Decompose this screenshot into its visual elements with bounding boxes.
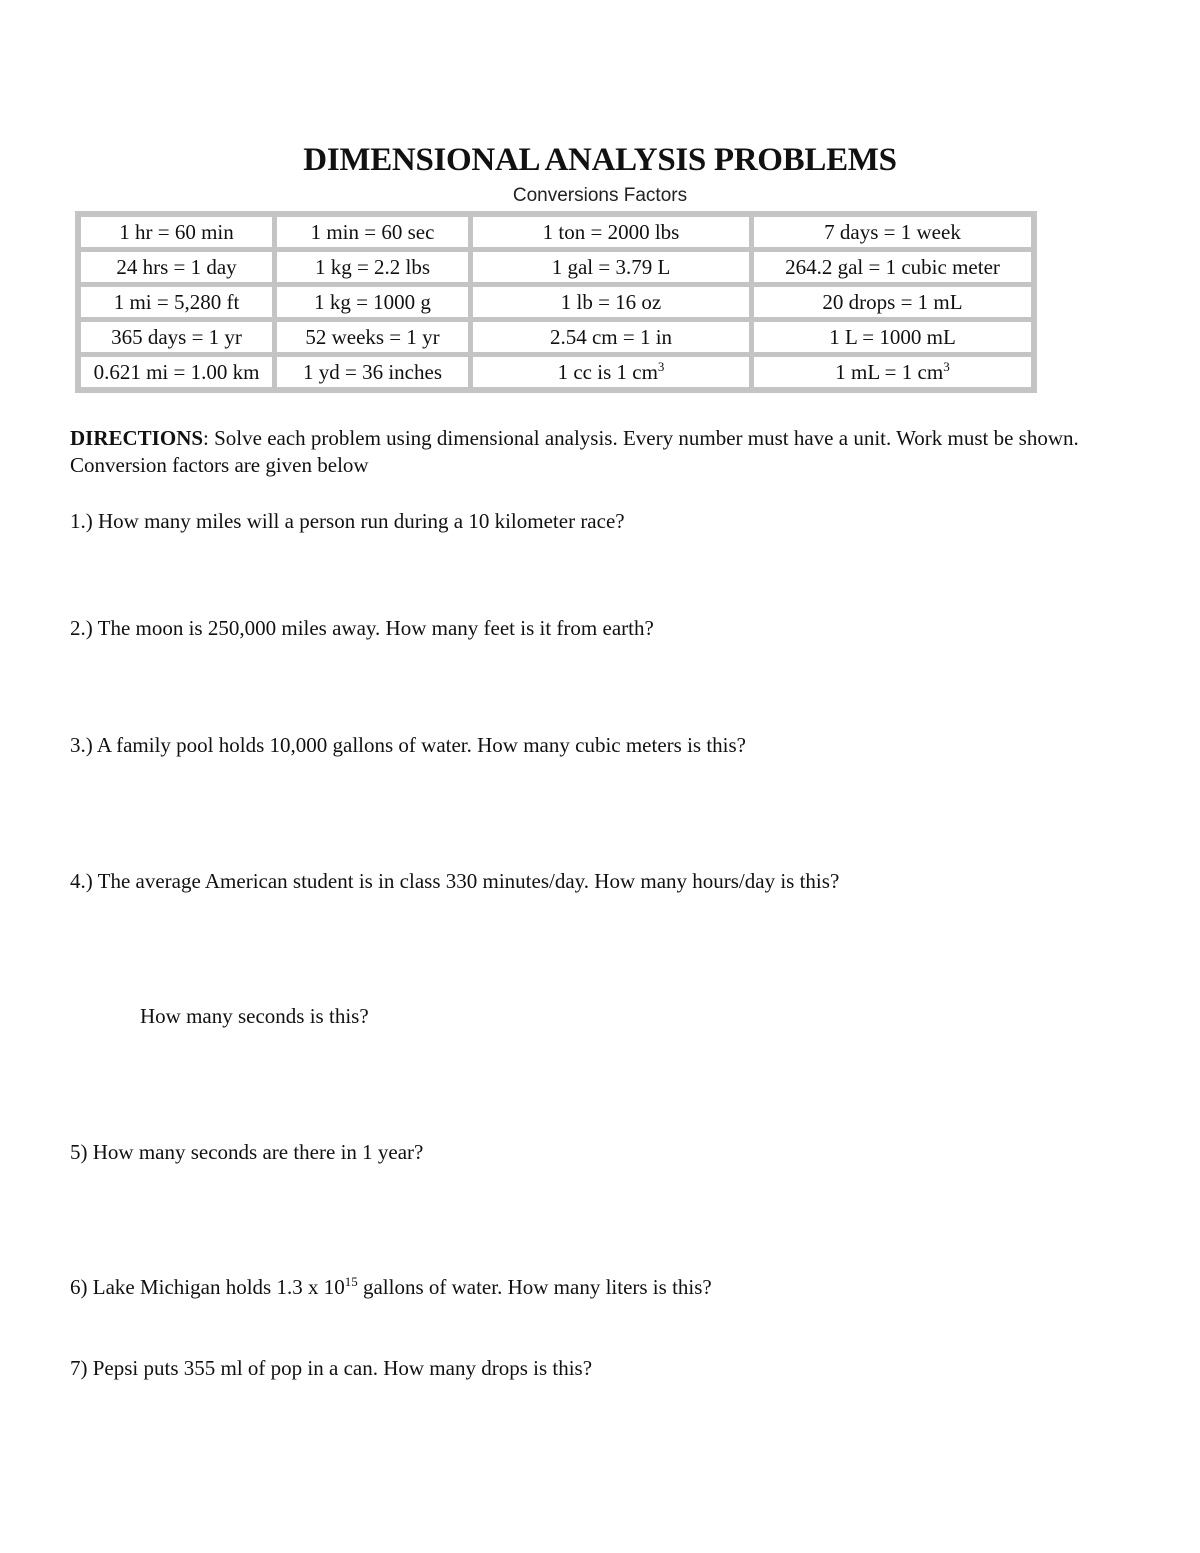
table-cell: 264.2 gal = 1 cubic meter <box>754 252 1031 287</box>
table-cell: 1 min = 60 sec <box>277 217 473 252</box>
table-cell: 24 hrs = 1 day <box>81 252 277 287</box>
table-cell: 20 drops = 1 mL <box>754 287 1031 322</box>
table-cell: 52 weeks = 1 yr <box>277 322 473 357</box>
table-cell <box>473 357 754 387</box>
question-5: 5) How many seconds are there in 1 year? <box>70 1140 424 1164</box>
directions <box>70 425 1130 479</box>
question-6-exponent: 15 <box>344 1274 358 1289</box>
table-cell: 365 days = 1 yr <box>81 322 277 357</box>
table-cell: 1 kg = 2.2 lbs <box>277 252 473 287</box>
directions-label: DIRECTIONS <box>70 426 204 450</box>
table-cell: 1 gal = 3.79 L <box>473 252 754 287</box>
question-4-followup: How many seconds is this? <box>140 1004 369 1028</box>
directions-text: : Solve each problem using dimensional analysis. Every number must have a unit. Work must be shown. Conversion factors are given below <box>70 426 1079 477</box>
table-cell: 1 kg = 1000 g <box>277 287 473 322</box>
page-title: DIMENSIONAL ANALYSIS PROBLEMS <box>303 142 897 178</box>
cell-text: 1 mL = 1 cm <box>835 360 944 384</box>
superscript: 3 <box>943 359 950 374</box>
question-6-text-end: gallons of water. How many liters is this? <box>357 1275 712 1299</box>
table-row <box>81 252 1031 287</box>
superscript: 3 <box>657 359 665 374</box>
table-cell: 1 mi = 5,280 ft <box>81 287 277 322</box>
table-row <box>81 322 1031 357</box>
question-6-text: 6) Lake Michigan holds 1.3 x 10 <box>70 1275 345 1299</box>
table-cell: 2.54 cm = 1 in <box>473 322 754 357</box>
cell-text: 1 cc is 1 cm <box>557 360 658 384</box>
question-3: 3.) A family pool holds 10,000 gallons of water. How many cubic meters is this? <box>70 733 746 757</box>
table-cell <box>754 357 1031 387</box>
table-cell: 1 yd = 36 inches <box>277 357 473 387</box>
question-7: 7) Pepsi puts 355 ml of pop in a can. How many drops is this? <box>70 1356 593 1380</box>
table-row <box>81 357 1031 387</box>
question-2: 2.) The moon is 250,000 miles away. How many feet is it from earth? <box>70 616 654 640</box>
table-caption: Conversions Factors <box>512 185 688 206</box>
table-row <box>81 217 1031 252</box>
question-4: 4.) The average American student is in class 330 minutes/day. How many hours/day is this? <box>70 869 840 893</box>
question-6 <box>70 1274 712 1300</box>
table-cell: 1 L = 1000 mL <box>754 322 1031 357</box>
table-cell: 0.621 mi = 1.00 km <box>81 357 277 387</box>
table-cell: 1 ton = 2000 lbs <box>473 217 754 252</box>
conversion-factors-table <box>75 211 1037 393</box>
table-cell: 7 days = 1 week <box>754 217 1031 252</box>
table-row <box>81 287 1031 322</box>
table-cell: 1 hr = 60 min <box>81 217 277 252</box>
table-cell: 1 lb = 16 oz <box>473 287 754 322</box>
question-1: 1.) How many miles will a person run during a 10 kilometer race? <box>70 509 625 533</box>
